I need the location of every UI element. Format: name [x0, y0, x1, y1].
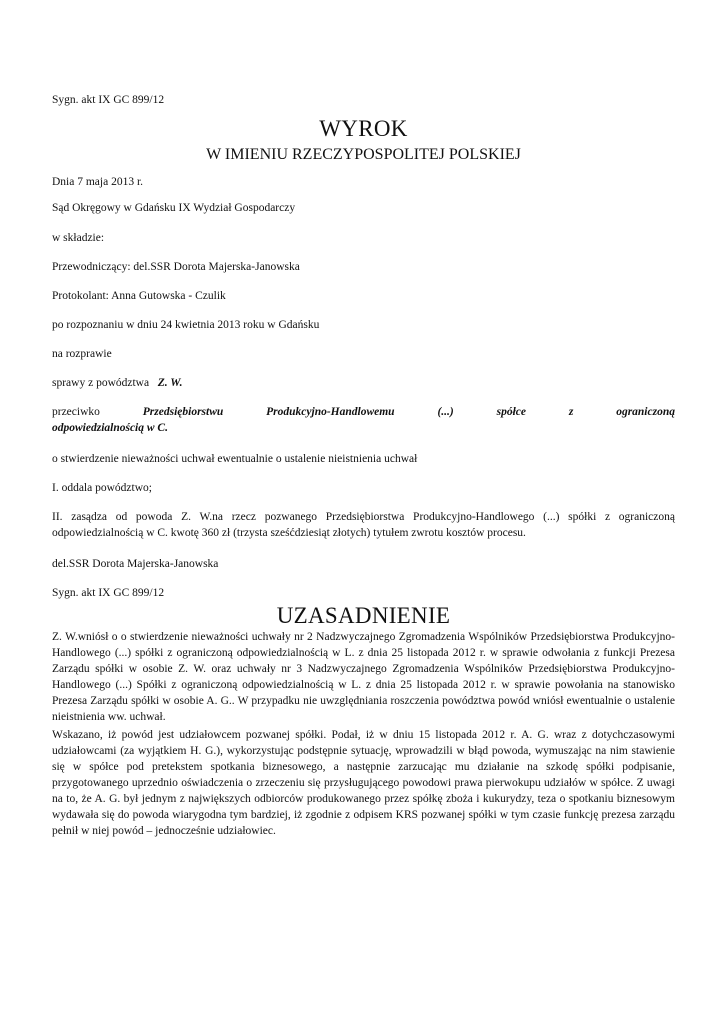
hearing-label: na rozprawie	[52, 348, 112, 360]
defendant-word: (...)	[437, 406, 454, 418]
case-number-top: Sygn. akt IX GC 899/12	[52, 94, 165, 106]
verdict-point-2: II. zasądza od powoda Z. W.na rzecz pozwanego Przedsiębiorstwa Produkcyjno-Handlowego (...) spółki z ograniczoną odpowiedzialnością w C. kwotę 360 zł (trzysta sześćdziesiąt złotych) tytułem zwrotu kosztów procesu.	[52, 511, 675, 539]
justification-title: UZASADNIENIE	[276, 603, 451, 628]
defendant-word: ograniczoną	[616, 406, 675, 418]
claim-prefix: sprawy z powództwa	[52, 377, 150, 389]
hearing-date: po rozpoznaniu w dniu 24 kwietnia 2013 roku w Gdańsku	[52, 319, 320, 331]
against-label: przeciwko	[52, 406, 100, 418]
justification-paragraph-2: Wskazano, iż powód jest udziałowcem pozwanej spółki. Podał, iż w dniu 15 listopada 2012 r. A. G. wraz z dotychczasowymi udziałowcami (za wyjątkiem H. G.), wykorzystując podstępnie sytuację, wprowadzili w błąd powoda, wymuszając na nim stawienie się w spółce pod pretekstem spotkania biznesowego, a następnie zarzucając mu działanie na szkodę spółki podpisanie, przygotowanego uprzednio oświadczenia o zrzeczeniu się przysługującego powodowi prawa pierwokupu udziałów w spółce. Z uwagi na to, że A. G. był jednym z największych odbiorców produkowanego przez spółkę zboża i kukurydzy, teza o spotkaniu biznesowym wydawała się do powoda wiarygodna tym bardziej, iż zgodnie z odpisem KRS pozwanej spółki w tym czasie funkcję prezesa zarządu pełnił w niej powód – jednocześnie udziałowiec.	[52, 729, 675, 837]
defendant-block	[52, 404, 675, 436]
defendant-word: Produkcyjno-Handlowemu	[266, 406, 395, 418]
composition-label: w składzie:	[52, 232, 105, 244]
defendant-word: z	[568, 406, 574, 418]
case-subject: o stwierdzenie nieważności uchwał ewentualnie o ustalenie nieistnienia uchwał	[52, 453, 418, 465]
case-number-justification: Sygn. akt IX GC 899/12	[52, 587, 165, 599]
judgment-date: Dnia 7 maja 2013 r.	[52, 176, 144, 188]
court-name: Sąd Okręgowy w Gdańsku IX Wydział Gospodarczy	[52, 202, 296, 214]
judgment-subtitle: W IMIENIU RZECZYPOSPOLITEJ POLSKIEJ	[206, 146, 521, 163]
verdict-point-1: I. oddala powództwo;	[52, 482, 152, 494]
defendant-row	[52, 404, 675, 420]
defendant-line-2: odpowiedzialnością w C.	[52, 422, 168, 434]
judge-signature: del.SSR Dorota Majerska-Janowska	[52, 558, 219, 570]
defendant-word: spółce	[496, 406, 526, 418]
presiding-judge: Przewodniczący: del.SSR Dorota Majerska-Janowska	[52, 261, 300, 273]
court-clerk: Protokolant: Anna Gutowska - Czulik	[52, 290, 226, 302]
plaintiff-name: Z. W.	[157, 377, 183, 389]
judgment-title: WYROK	[319, 116, 408, 141]
justification-paragraph-1: Z. W.wniósł o o stwierdzenie nieważności uchwały nr 2 Nadzwyczajnego Zgromadzenia Wspólników Przedsiębiorstwa Produkcyjno-Handlowego (...) spółki z ograniczoną odpowiedzialnością w L. z dnia 25 listopada 2012 r. w sprawie odwołania z funkcji Prezesa Zarządu spółki w osobie Z. W. oraz uchwały nr 3 Nadzwyczajnego Zgromadzenia Wspólników Przedsiębiorstwa Produkcyjno-Handlowego (...) Spółki z ograniczoną odpowiedzialnością w L. z dnia 25 listopada 2012 r. w sprawie powołania na stanowisko Prezesa Zarządu spółki w osobie A. G.. W przypadku nie uwzględniania roszczenia powództwa powód wniósł ewentualnie o ustalenie nieistnienia ww. uchwał.	[52, 631, 675, 723]
claim-line	[52, 375, 675, 391]
defendant-word: Przedsiębiorstwu	[142, 406, 224, 418]
